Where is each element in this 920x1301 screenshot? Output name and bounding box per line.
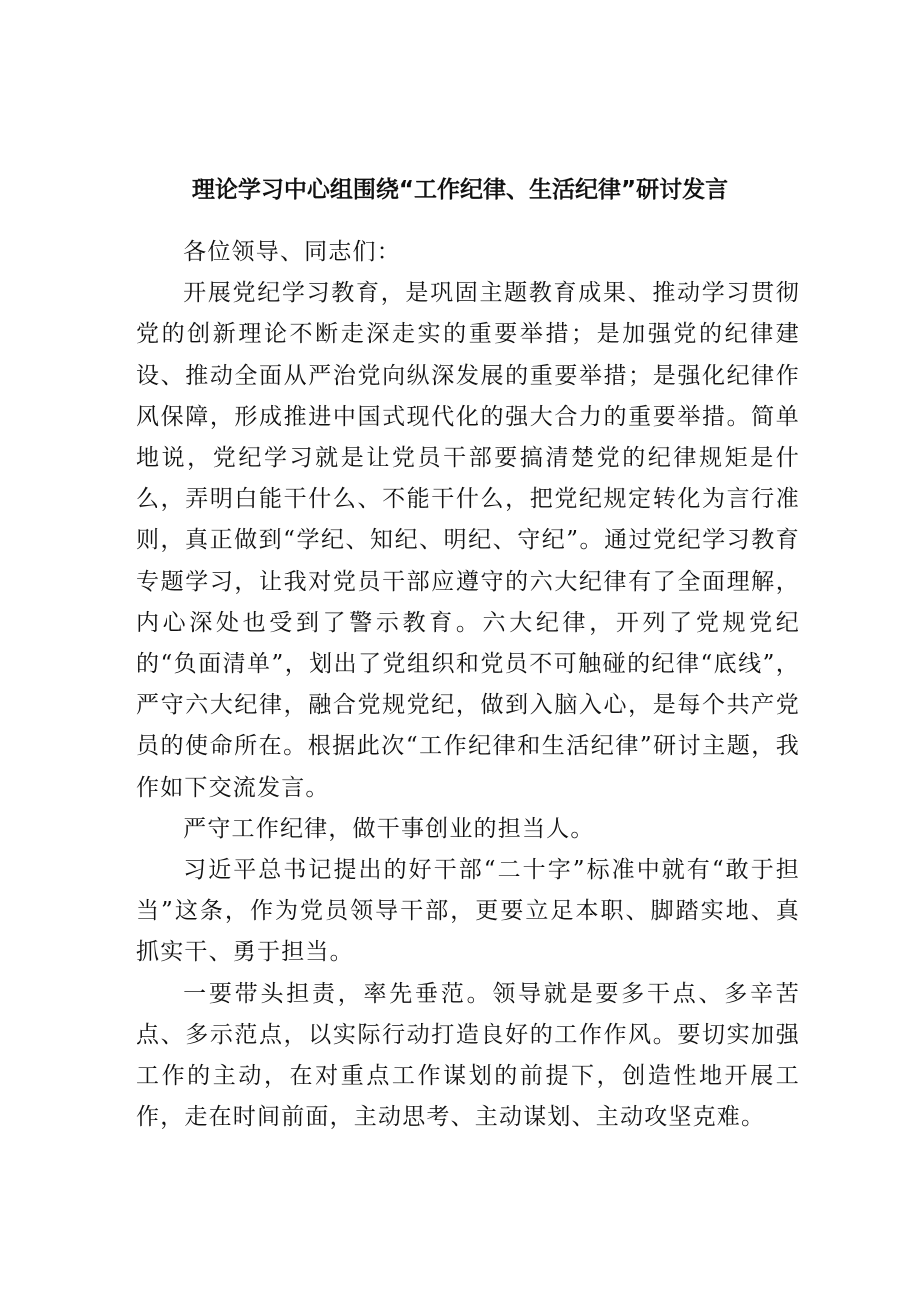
paragraph-point-one: 一要带头担责，率先垂范。领导就是要多干点、多辛苦点、多示范点，以实际行动打造良好的工作作风。要切实加强工作的主动，在对重点工作谋划的前提下，创造性地开展工作，走在时间前面，主动思考、主动谋划、主动攻坚克难。 [136, 980, 800, 1131]
paragraph-intro: 开展党纪学习教育，是巩固主题教育成果、推动学习贯彻党的创新理论不断走深走实的重要举措；是加强党的纪律建设、推动全面从严治党向纵深发展的重要举措；是强化纪律作风保障，形成推进中国式现代化的强大合力的重要举措。简单地说，党纪学习就是让党员干部要搞清楚党的纪律规矩是什么，弄明白能干什么、不能干什么，把党纪规定转化为言行准则，真正做到“学纪、知纪、明纪、守纪”。通过党纪学习教育专题学习，让我对党员干部应遵守的六大纪律有了全面理解，内心深处也受到了警示教育。六大纪律，开列了党规党纪的“负面清单”，划出了党组织和党员不可触碰的纪律“底线”，严守六大纪律，融合党规党纪，做到入脑入心，是每个共产党员的使命所在。根据此次“工作纪律和生活纪律”研讨主题，我作如下交流发言。 [136, 280, 800, 801]
document-body [136, 232, 800, 1138]
paragraph-section-heading: 严守工作纪律，做干事创业的担当人。 [183, 815, 595, 842]
paragraph-standard: 习近平总书记提出的好干部“二十字”标准中就有“敢于担当”这条，作为党员领导干部，更要立足本职、脚踏实地、真抓实干、勇于担当。 [136, 857, 800, 966]
paragraph-greeting: 各位领导、同志们： [183, 239, 401, 265]
document-title: 理论学习中心组围绕“工作纪律、生活纪律”研讨发言 [191, 177, 729, 203]
